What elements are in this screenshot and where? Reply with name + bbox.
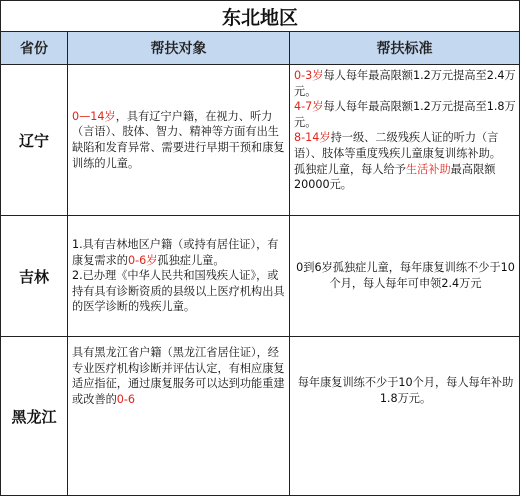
table-title: 东北地区 bbox=[1, 1, 520, 32]
header-target: 帮扶对象 bbox=[68, 32, 290, 65]
standard-text: 每人每年最高限额1.2万元提高至2.4万元。 bbox=[294, 69, 516, 98]
standard-line bbox=[294, 99, 517, 130]
standard-line bbox=[294, 68, 517, 99]
target-item-2: 2.已办理《中华人民共和国残疾人证》，或持有具有诊断资质的县级以上医疗机构出具的医学诊断的残疾儿童。 bbox=[72, 269, 285, 314]
table-row bbox=[1, 337, 520, 496]
standard-text: 最高限额20000元。 bbox=[294, 162, 496, 192]
living-subsidy-highlight: 生活补助 bbox=[405, 162, 451, 176]
standard-text: 持一级、二级残疾人证的听力（言语）、肢体等重度残疾儿童康复训练补助。 bbox=[294, 131, 501, 160]
header-province: 省份 bbox=[1, 32, 68, 65]
age-range-highlight: 0-3岁 bbox=[294, 69, 324, 82]
age-range-highlight: 0-6岁 bbox=[127, 253, 158, 267]
province-liaoning: 辽宁 bbox=[1, 65, 68, 216]
age-range-highlight: 0-6 bbox=[116, 392, 136, 406]
target-text: 具有黑龙江省户籍（黑龙江省居住证），经专业医疗机构诊断并评估认定，有相应康复适应指征，通过康复服务可以达到功能重建或改善的 bbox=[72, 346, 285, 406]
standard-text: 每人每年最高限额1.2万元提高至1.8万元。 bbox=[294, 100, 516, 129]
table-row bbox=[1, 65, 520, 216]
age-range-highlight: 8-14岁 bbox=[294, 131, 331, 145]
age-range-highlight: 0—14岁 bbox=[72, 109, 116, 123]
province-jilin: 吉林 bbox=[1, 216, 68, 337]
target-jilin bbox=[68, 216, 290, 337]
target-heilongjiang bbox=[68, 337, 290, 496]
standard-heilongjiang: 每年康复训练不少于10个月，每人每年补助1.8万元。 bbox=[290, 337, 520, 496]
age-range-highlight: 4-7岁 bbox=[294, 100, 324, 114]
table-row bbox=[1, 216, 520, 337]
standard-text: 孤独症儿童，每人给予 bbox=[294, 162, 406, 176]
header-row bbox=[1, 32, 520, 65]
standard-liaoning bbox=[290, 65, 520, 216]
standard-line bbox=[294, 130, 517, 161]
header-standard: 帮扶标准 bbox=[290, 32, 520, 65]
target-text: ，具有辽宁户籍，在视力、听力（言语）、肢体、智力、精神等方面有出生缺陷和发育异常、需要进行早期干预和康复训练的儿童。 bbox=[72, 109, 285, 170]
target-text: 孤独症儿童。 bbox=[157, 253, 225, 267]
target-liaoning bbox=[68, 65, 290, 216]
standard-line bbox=[294, 162, 517, 193]
standard-jilin: 0到6岁孤独症儿童，每年康复训练不少于10个月，每人每年可申领2.4万元 bbox=[290, 216, 520, 337]
province-heilongjiang: 黑龙江 bbox=[1, 337, 68, 496]
target-item-1 bbox=[72, 237, 287, 268]
target-text: 1.具有吉林地区户籍（或持有居住证），有康复需求的 bbox=[72, 238, 279, 267]
